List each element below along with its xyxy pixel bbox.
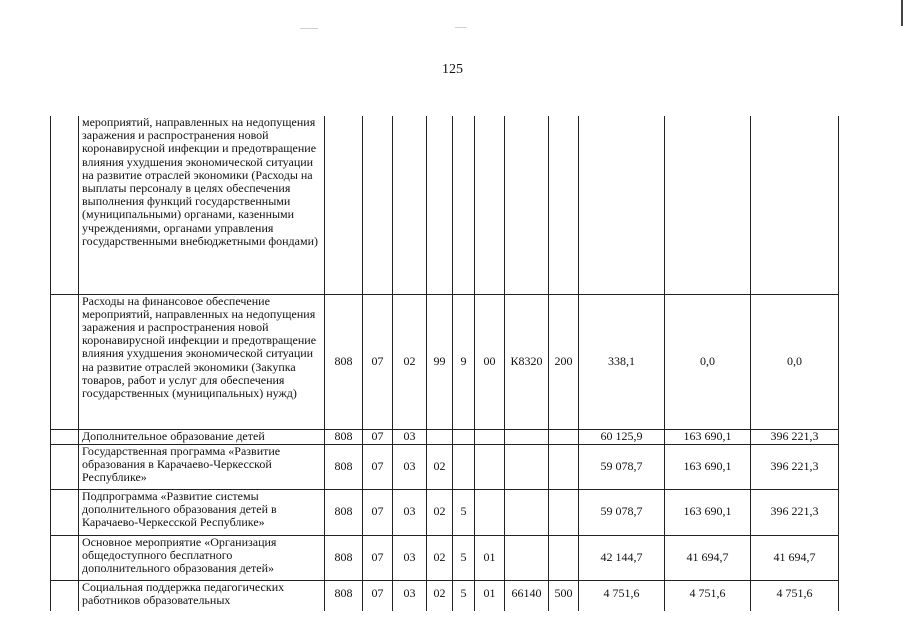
amount-2021: 163 690,1 [665,444,751,489]
amount-2021: 41 694,7 [665,535,751,580]
amount-2021: 4 751,6 [665,580,751,611]
amount-2021: 163 690,1 [665,489,751,535]
row-name: Дополнительное образование детей [79,429,325,444]
amount-2022: 396 221,3 [751,489,839,535]
expense-type-code [549,489,579,535]
amount-2022: 4 751,6 [751,580,839,611]
direction-code [505,535,549,580]
expense-type-code: 200 [549,294,579,429]
event-code [475,116,505,294]
amount-2020: 59 078,7 [579,444,665,489]
direction-code [505,444,549,489]
table-row [51,294,839,429]
ministry-code: 808 [325,444,363,489]
table-row [51,429,839,444]
row-name: Подпрограмма «Развитие системы дополнительного образования детей в Карачаево-Черкесской Республике» [79,489,325,535]
amount-2020: 338,1 [579,294,665,429]
amount-2020: 59 078,7 [579,489,665,535]
amount-2022: 0,0 [751,294,839,429]
subsection-code: 03 [393,429,427,444]
amount-2020 [579,116,665,294]
program-code [427,116,453,294]
index-cell [51,580,79,611]
section-code: 07 [363,444,393,489]
event-code [475,489,505,535]
subprogram-code: 5 [453,489,475,535]
amount-2022: 396 221,3 [751,444,839,489]
ministry-code: 808 [325,294,363,429]
row-name: Основное мероприятие «Организация общедоступного бесплатного дополнительного образования детей» [79,535,325,580]
program-code: 02 [427,489,453,535]
amount-2020: 4 751,6 [579,580,665,611]
direction-code: К8320 [505,294,549,429]
scan-speck [455,27,467,28]
subsection-code: 03 [393,580,427,611]
subprogram-code [453,116,475,294]
program-code [427,429,453,444]
table-row [51,489,839,535]
event-code: 01 [475,535,505,580]
subsection-code [393,116,427,294]
section-code [363,116,393,294]
expense-type-code [549,116,579,294]
table-row [51,580,839,611]
table-row [51,444,839,489]
index-cell [51,444,79,489]
ministry-code [325,116,363,294]
row-name: мероприятий, направленных на недопущения заражения и распространения новой коронавирусной инфекции и предотвращение влияния ухудшения экономической ситуации на развитие отраслей экономики (Расходы на выплаты персоналу в целях обеспечения выполнения функций государственными (муниципальными) органами, казенными учреждениями, органами управления государственными внебюджетными фондами) [79,116,325,294]
index-cell [51,489,79,535]
amount-2022: 396 221,3 [751,429,839,444]
table-row [51,535,839,580]
index-cell [51,429,79,444]
event-code [475,429,505,444]
page-number: 125 [442,62,463,77]
amount-2021: 163 690,1 [665,429,751,444]
direction-code [505,429,549,444]
index-cell [51,535,79,580]
ministry-code: 808 [325,535,363,580]
expense-type-code: 500 [549,580,579,611]
ministry-code: 808 [325,580,363,611]
program-code: 02 [427,535,453,580]
table-row [51,116,839,294]
subprogram-code: 9 [453,294,475,429]
section-code: 07 [363,429,393,444]
index-cell [51,294,79,429]
index-cell [51,116,79,294]
row-name: Социальная поддержка педагогических работников образовательных [79,580,325,611]
section-code: 07 [363,535,393,580]
program-code: 99 [427,294,453,429]
budget-table [50,116,839,611]
subsection-code: 03 [393,489,427,535]
subprogram-code: 5 [453,535,475,580]
program-code: 02 [427,444,453,489]
direction-code: 66140 [505,580,549,611]
ministry-code: 808 [325,489,363,535]
event-code: 00 [475,294,505,429]
amount-2020: 42 144,7 [579,535,665,580]
subprogram-code [453,429,475,444]
ministry-code: 808 [325,429,363,444]
section-code: 07 [363,580,393,611]
section-code: 07 [363,489,393,535]
subprogram-code: 5 [453,580,475,611]
expense-type-code [549,429,579,444]
amount-2021 [665,116,751,294]
row-name: Расходы на финансовое обеспечение мероприятий, направленных на недопущения заражения и распространения новой коронавирусной инфекции и предотвращение влияния ухудшения экономической ситуации на развитие отраслей экономики (Закупка товаров, работ и услуг для обеспечения государственных (муниципальных) нужд) [79,294,325,429]
section-code: 07 [363,294,393,429]
subsection-code: 03 [393,535,427,580]
amount-2021: 0,0 [665,294,751,429]
event-code [475,444,505,489]
amount-2022 [751,116,839,294]
direction-code [505,116,549,294]
scan-speck [300,28,318,29]
expense-type-code [549,444,579,489]
scan-edge-mark [901,0,903,26]
amount-2022: 41 694,7 [751,535,839,580]
amount-2020: 60 125,9 [579,429,665,444]
subsection-code: 03 [393,444,427,489]
event-code: 01 [475,580,505,611]
program-code: 02 [427,580,453,611]
expense-type-code [549,535,579,580]
subsection-code: 02 [393,294,427,429]
direction-code [505,489,549,535]
subprogram-code [453,444,475,489]
row-name: Государственная программа «Развитие образования в Карачаево-Черкесской Республике» [79,444,325,489]
